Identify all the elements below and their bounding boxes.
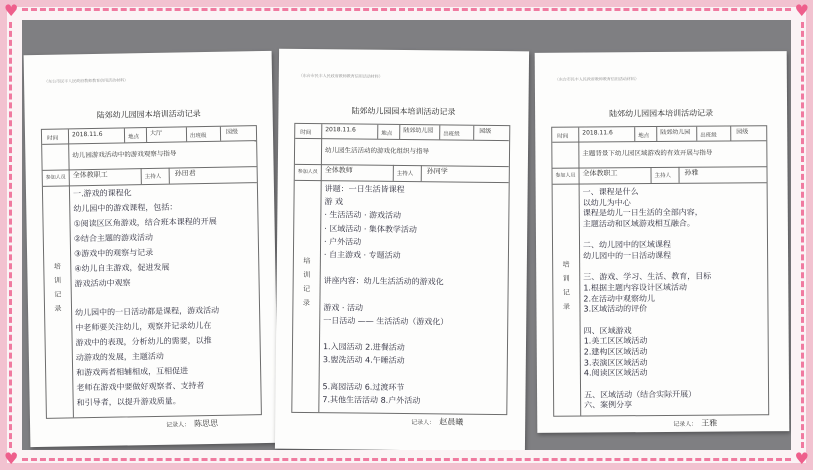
handwritten-notes (583, 186, 767, 413)
record-sheet-right (535, 51, 790, 433)
attendees-label: 参加人员 (45, 174, 66, 181)
note-line: 二、幼儿园中的区域课程 (582, 240, 672, 250)
note-line: · 生活活动 · 游戏活动 (324, 210, 402, 221)
note-line: 和引导者，以提升游戏质量。 (76, 396, 181, 408)
note-line: 2.在活动中观察幼儿 (583, 293, 656, 304)
record-label: 培训记录 (53, 262, 62, 313)
recorder-name: 陈思思 (193, 418, 219, 429)
note-line: 中老师要关注幼儿，观察并记录幼儿在 (75, 321, 212, 333)
attendees-label: 参加人员 (555, 172, 576, 179)
header-note: （东台市民丰人民政府教师教育信用活动材料） (298, 72, 383, 79)
dashed-border-bottom (22, 458, 791, 461)
place-label: 地点 (127, 134, 140, 141)
note-line: ①阅读区区角游戏，结合班本课程的开展 (73, 216, 217, 229)
form-title: 陆郊幼儿园园本培训活动记录 (351, 106, 456, 117)
time-value: 2018.11.6 (325, 126, 356, 134)
training-topic: 幼儿园游戏活动中的游戏观察与指导 (72, 149, 177, 160)
host-value: 孙同学 (426, 167, 448, 176)
note-line: 幼儿园中的一日活动课程 (583, 250, 672, 261)
note-line: 五、区域活动（结合实际开展） (584, 389, 697, 400)
note-line: · 区域活动 · 集体教学活动 (324, 223, 417, 234)
note-line: 游 戏 (324, 197, 344, 207)
record-label: 培训记录 (302, 256, 311, 308)
attendees-value: 全体教职工 (582, 169, 618, 178)
note-line: 讲座内容：幼儿生活活动的游戏化 (323, 276, 444, 287)
note-line: 讲题：一日生活皆课程 (324, 184, 405, 195)
note-line: 课程是幼儿一日生活的全部内容， (582, 208, 703, 218)
class-label: 出班级 (443, 131, 460, 138)
record-sheet-left (24, 51, 279, 447)
note-line: 游戏 · 活动 (323, 302, 364, 313)
heart-icon: ♥ (4, 1, 19, 20)
time-value: 2018.11.6 (582, 129, 613, 137)
recorder-signature (411, 416, 463, 428)
note-line: 四、区域游戏 (583, 325, 632, 336)
note-line: 3.区域活动的评价 (583, 304, 648, 314)
note-line: 老师在游戏中要做好观察者、支持者 (76, 381, 205, 393)
place-value: 大厅 (149, 129, 163, 137)
note-line: 一日活动 —— 生活活动（游戏化） (323, 315, 449, 327)
recorder-signature (166, 418, 218, 430)
host-value: 孙田君 (174, 169, 196, 178)
note-line: 4.阅读区区域活动 (583, 368, 648, 378)
note-line: 主题活动和区域游戏相互融合。 (582, 218, 695, 229)
note-line: 7.其他生活活动 8.户外活动 (322, 394, 421, 406)
heart-icon: ♥ (4, 449, 19, 468)
note-line: 幼儿园中的一日活动都是课程，游戏活动 (75, 306, 220, 318)
form-title: 陆郊幼儿园园本培训活动记录 (96, 109, 201, 120)
note-line: 游戏活动中观察 (74, 277, 131, 288)
note-line: 一.游戏的课程化 (72, 188, 132, 199)
handwritten-notes (322, 184, 506, 412)
time-label: 时间 (47, 135, 59, 142)
note-line: 5.离园活动 6.过渡环节 (322, 381, 405, 392)
note-line: 六、案例分享 (584, 400, 633, 410)
recorder-label: 记录人： (166, 421, 191, 429)
host-label: 主持人 (144, 173, 162, 181)
place-label: 地点 (638, 133, 650, 140)
recorder-signature (673, 418, 717, 429)
attendees-label: 参加人员 (297, 168, 318, 176)
recorder-name: 赵晨曦 (439, 417, 464, 427)
note-line: 2.建构区区域活动 (583, 347, 648, 357)
dashed-border-left (9, 22, 12, 448)
time-label: 时间 (557, 133, 569, 140)
recorder-name: 王雅 (701, 418, 718, 428)
note-line: 幼儿园中的游戏课程，包括： (73, 202, 178, 214)
class-value: 园级 (225, 128, 239, 136)
note-line: · 户外活动 (324, 236, 362, 247)
time-value: 2018.11.6 (71, 130, 103, 139)
record-table (41, 125, 262, 419)
dashed-border-top (22, 8, 791, 11)
note-line: 三、游戏、学习、生活、教育，目标 (583, 271, 712, 282)
attendees-value: 全体教职工 (72, 170, 108, 180)
note-line: 以幼儿为中心 (582, 197, 631, 208)
class-value: 园级 (736, 128, 749, 136)
note-line: · 自主游戏 · 专题活动 (323, 250, 401, 260)
heart-icon: ♥ (794, 1, 809, 20)
header-note: （东台市民丰人民政府教师教育信用活动材料） (44, 77, 129, 84)
dashed-border-right (801, 22, 804, 448)
training-topic: 幼儿园生活活动的游戏化组织与指导 (324, 146, 430, 156)
note-line: 1.美工区区域活动 (583, 336, 648, 346)
host-label: 主持人 (396, 170, 414, 178)
note-line: 3.盥洗活动 4.午睡活动 (322, 355, 405, 366)
recorder-label: 记录人： (411, 419, 436, 427)
record-label: 培训记录 (562, 260, 570, 311)
recorder-label: 记录人： (673, 420, 698, 428)
note-line: ②结合主题的游戏活动 (73, 232, 154, 244)
note-line: ④幼儿自主游戏，促进发展 (74, 262, 170, 273)
handwritten-notes (73, 186, 259, 415)
host-label: 主持人 (654, 172, 672, 180)
host-value: 孙雅 (684, 168, 699, 177)
class-value: 园级 (479, 127, 492, 135)
note-line: 1.入园活动 2.进餐活动 (322, 342, 405, 353)
time-label: 时间 (300, 129, 312, 137)
class-label: 出班级 (189, 133, 207, 140)
note-line: 动游戏的发展，主题活动 (75, 352, 164, 363)
note-line: 游戏中的表现，分析幼儿的需要，以推 (75, 336, 212, 348)
note-line: ③游戏中的观察与记录 (73, 247, 154, 259)
heart-icon: ♥ (794, 449, 809, 468)
place-label: 地点 (381, 130, 393, 137)
record-table (551, 125, 769, 417)
note-line: 3.表演区区域活动 (583, 357, 648, 368)
note-line: 一、课程是什么 (582, 187, 639, 197)
class-label: 出班级 (700, 132, 717, 139)
attendees-value: 全体教师 (324, 166, 353, 175)
header-note: （东台市民丰人民政府教师教育信用活动材料） (554, 76, 639, 82)
record-sheet-middle (275, 49, 529, 450)
note-line: 1.根据主题内容设计区域活动 (583, 282, 687, 293)
training-topic: 主题背景下幼儿园区域游戏的有效开展与指导 (582, 148, 713, 158)
place-value: 陆郊幼儿园 (660, 128, 691, 137)
photo (22, 20, 791, 450)
place-value: 陆郊幼儿园 (403, 127, 434, 135)
form-title: 陆郊幼儿园园本培训活动记录 (609, 108, 714, 119)
record-table (291, 123, 510, 415)
note-line: 和游戏两者相辅相成，互相促进 (76, 366, 189, 378)
